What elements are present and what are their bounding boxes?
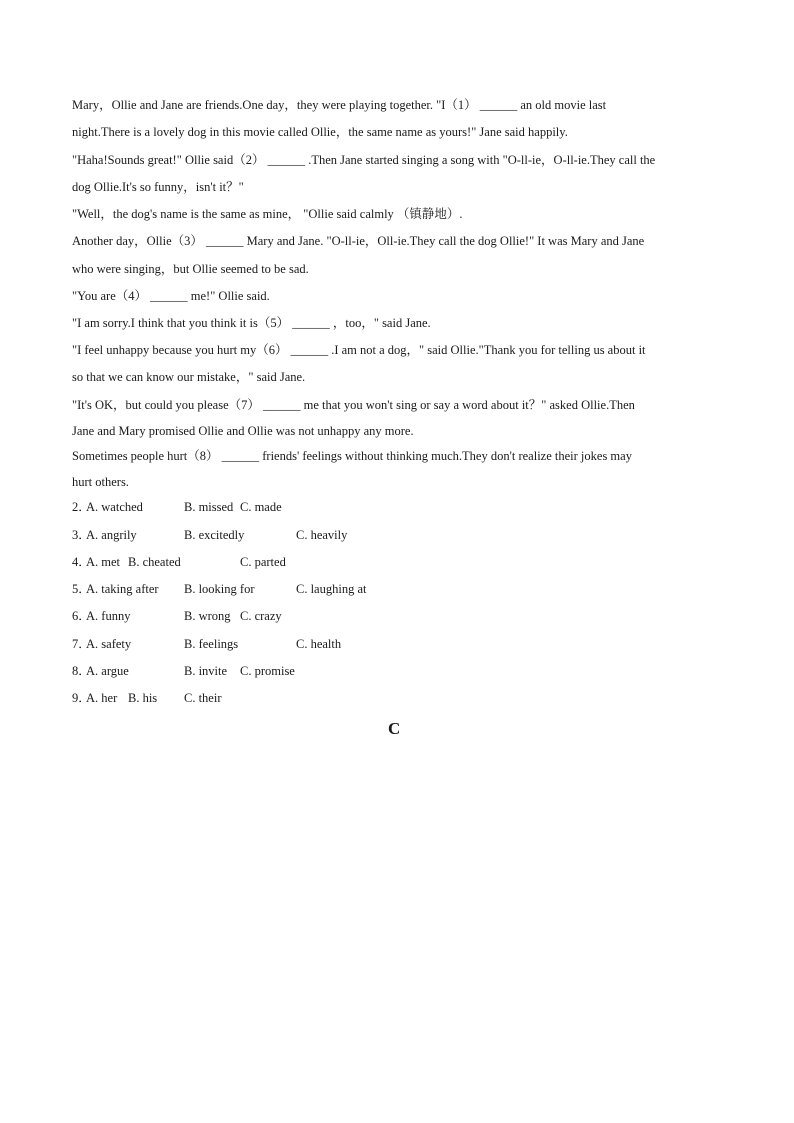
passage-line: "It's OK，but could you please（7） ______ me that you won't sing or say a word about it？" asked Ollie.Then [72, 398, 635, 412]
passage-line: night.There is a lovely dog in this movie called Ollie，the same name as yours!" Jane said happily. [72, 125, 568, 139]
passage-line: Mary，Ollie and Jane are friends.One day，they were playing together. "I（1） ______ an old movie last [72, 98, 607, 112]
question-number: 7． [72, 637, 91, 651]
option-a: A. her [86, 691, 118, 705]
passage-line: "I feel unhappy because you hurt my（6） ______ .I am not a dog，" said Ollie."Thank you for telling us about it [72, 343, 646, 357]
option-c: C. promise [240, 664, 295, 678]
option-a: A. funny [86, 609, 131, 623]
passage-line: "Well，the dog's name is the same as mine， "Ollie said calmly （镇静地）. [72, 207, 463, 221]
passage-line: so that we can know our mistake，" said Jane. [72, 370, 306, 384]
option-b: B. feelings [184, 637, 239, 651]
passage-line: dog Ollie.It's so funny，isn't it？" [72, 180, 244, 194]
question-number: 5． [72, 582, 91, 596]
option-a: A. angrily [86, 528, 137, 542]
option-c: C. their [184, 691, 222, 705]
passage-line: "Haha!Sounds great!" Ollie said（2） ______ .Then Jane started singing a song with "O-ll-ie，O-ll-ie.They call the [72, 153, 656, 167]
option-b: B. invite [184, 664, 228, 678]
passage-line: Jane and Mary promised Ollie and Ollie was not unhappy any more. [72, 424, 414, 438]
question-number: 8． [72, 664, 91, 678]
option-b: B. missed [184, 500, 234, 514]
question-number: 3． [72, 528, 91, 542]
option-b: B. wrong [184, 609, 231, 623]
passage-line: who were singing，but Ollie seemed to be sad. [72, 262, 309, 276]
option-c: C. heavily [296, 528, 348, 542]
question-number: 2． [72, 500, 91, 514]
option-b: B. looking for [184, 582, 255, 596]
passage-line: Sometimes people hurt（8） ______ friends' feelings without thinking much.They don't realize their jokes may [72, 449, 632, 463]
passage-line: hurt others. [72, 475, 129, 489]
option-a: A. met [86, 555, 121, 569]
option-c: C. parted [240, 555, 286, 569]
passage-line: Another day，Ollie（3） ______ Mary and Jane. "O-ll-ie，Oll-ie.They call the dog Ollie!" It was Mary and Jane [72, 234, 645, 248]
section-heading: C [388, 719, 401, 738]
option-b: B. cheated [128, 555, 181, 569]
option-c: C. made [240, 500, 282, 514]
question-number: 9． [72, 691, 91, 705]
option-c: C. crazy [240, 609, 282, 623]
option-a: A. watched [86, 500, 143, 514]
option-b: B. his [128, 691, 158, 705]
option-b: B. excitedly [184, 528, 245, 542]
option-a: A. safety [86, 637, 132, 651]
option-c: C. health [296, 637, 342, 651]
question-number: 4． [72, 555, 91, 569]
passage-line: "I am sorry.I think that you think it is（5） ______ ，too，" said Jane. [72, 316, 431, 330]
passage-line: "You are（4） ______ me!" Ollie said. [72, 289, 270, 303]
question-number: 6． [72, 609, 91, 623]
option-a: A. argue [86, 664, 129, 678]
option-a: A. taking after [86, 582, 159, 596]
option-c: C. laughing at [296, 582, 367, 596]
